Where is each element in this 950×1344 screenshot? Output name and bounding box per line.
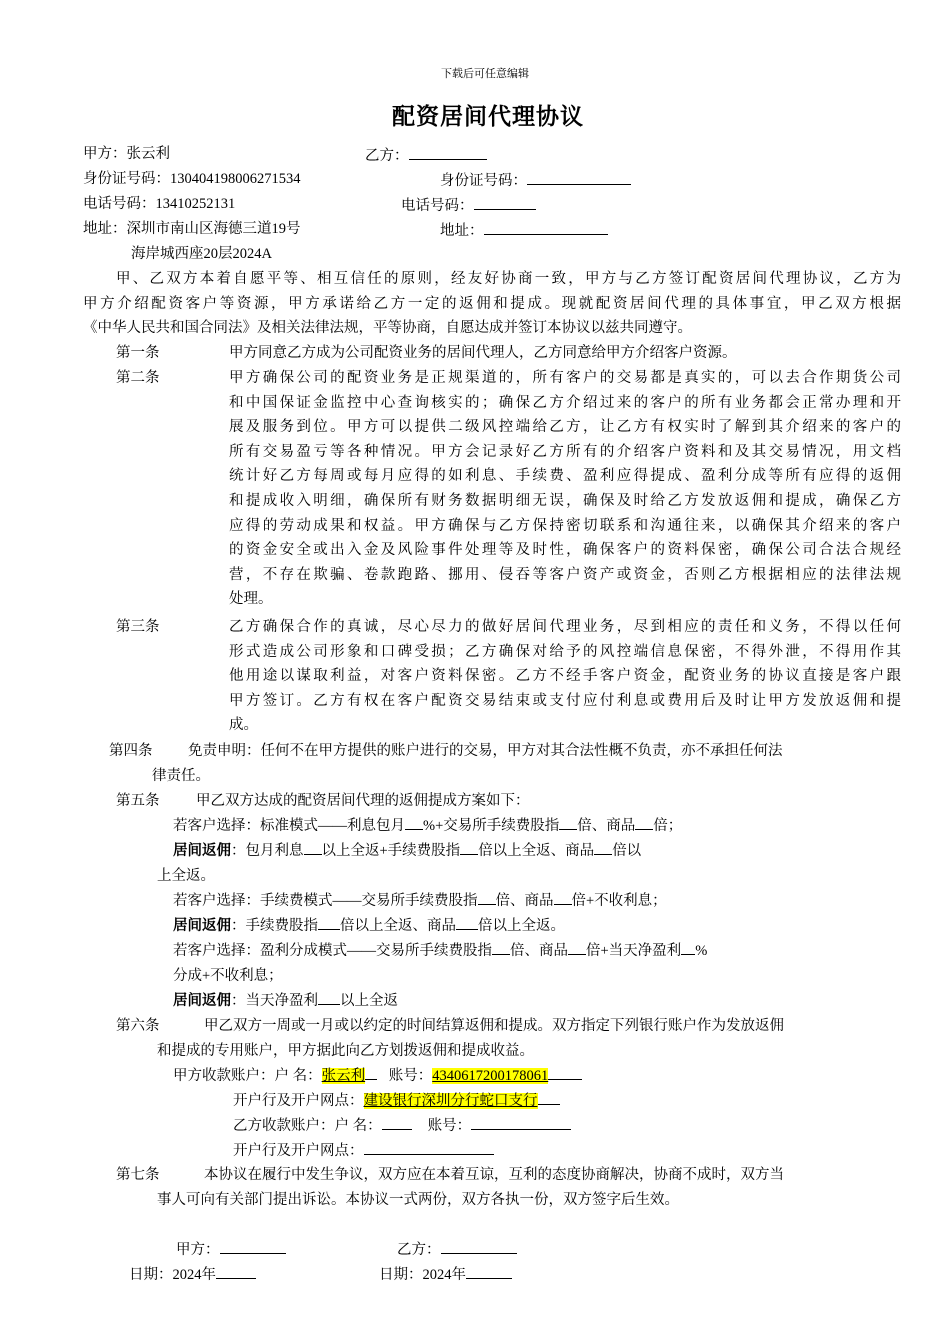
party-a-id: 身份证号码：130404198006271534: [83, 171, 301, 187]
article-7-line: 事人可向有关部门提出诉讼。本协议一式两份，双方各执一份，双方签字后生效。: [157, 1192, 679, 1208]
preamble-line: 《中华人民共和国合同法》及相关法律法规，平等协商，自愿达成并签订本协议以兹共同遵守。: [83, 320, 692, 337]
article-line: 应得的劳动成果和权益。甲方确保与乙方保持密切联系和沟通往来，以确保其介绍来的客户: [229, 517, 901, 534]
header-note: 下载后可任意编辑: [441, 68, 529, 80]
article-4-label: 第四条: [109, 743, 153, 759]
party-a-account-name: 张云利: [321, 1068, 366, 1084]
party-b-account: 乙方收款账户：户 名： 账号：: [233, 1114, 571, 1139]
preamble-line: 甲、乙双方本着自愿平等、相互信任的原则，经友好协商一致，甲方与乙方签订配资居间代理协议，乙方为: [116, 271, 901, 287]
article-1-body: [229, 341, 901, 366]
article-3-body: [229, 615, 901, 738]
party-b-phone: 电话号码：: [401, 194, 536, 216]
party-b-bank: 开户行及开户网点：: [233, 1139, 494, 1164]
preamble-line: 甲方介绍配资客户等资源，甲方承诺给乙方一定的返佣和提成。现就配资居间代理的具体事宜，甲乙双方根据: [83, 295, 901, 312]
mode-standard: 若客户选择：标准模式——利息包月 %+交易所手续费股指 倍、商品 倍；: [173, 814, 682, 839]
article-line: 和中国保证金监控中心查询核实的；确保乙方介绍过来的客户的所有业务都会正常办理和开: [229, 394, 901, 411]
article-line: 所有交易盈亏等各种情况。甲方会记录好乙方所有的介绍客户资料和及其交易情况，用文档: [229, 443, 901, 460]
party-a-address-line2: 海岸城西座20层2024A: [131, 246, 272, 262]
party-b-address: 地址：: [440, 219, 608, 241]
article-line: 统计好乙方每周或每月应得的如利息、手续费、盈利应得提成、盈利分成等所有应得的返佣: [229, 468, 901, 485]
document-title: 配资居间代理协议: [392, 104, 584, 129]
article-line: 营，不存在欺骗、卷款跑路、挪用、侵吞等客户资产或资金，否则乙方根据相应的法律法规: [229, 566, 901, 583]
article-4-line: 免责申明：任何不在甲方提供的账户进行的交易，甲方对其合法性概不负责，亦不承担任何法: [188, 743, 783, 759]
rebate-fee: 居间返佣：手续费股指 倍以上全返、商品 倍以上全返。: [173, 914, 565, 939]
article-4-line: 律责任。: [152, 768, 210, 784]
party-b-name: 乙方：: [365, 144, 487, 166]
preamble: [83, 267, 901, 341]
article-3-label: 第三条: [116, 619, 160, 635]
article-line: 甲方签订。乙方有权在客户配资交易结束或支付应付利息或费用后及时让甲方发放返佣和提: [229, 692, 901, 709]
article-6-line: 和提成的专用账户，甲方据此向乙方划拨返佣和提成收益。: [157, 1043, 534, 1059]
article-6-label: 第六条: [116, 1018, 160, 1034]
signature-party-a: 甲方：: [176, 1238, 286, 1263]
mode-profit: 若客户选择：盈利分成模式——交易所手续费股指 倍、商品 倍+当天净盈利 %: [173, 939, 707, 964]
rebate-profit: 居间返佣：当天净盈利 以上全返: [173, 989, 398, 1014]
article-line: 的资金安全或出入金及风险事件处理等及时性，确保客户的资料保密，确保公司合法合规经: [229, 542, 901, 559]
article-line: 甲方同意乙方成为公司配资业务的居间代理人，乙方同意给甲方介绍客户资源。: [229, 345, 737, 361]
article-line: 和提成收入明细，确保所有财务数据明细无误，确保及时给乙方发放返佣和提成，确保乙方: [229, 492, 901, 509]
party-a-bank: 开户行及开户网点：建设银行深圳分行蛇口支行: [233, 1089, 560, 1114]
party-b-id: 身份证号码：: [440, 169, 631, 191]
mode-fee: 若客户选择：手续费模式——交易所手续费股指 倍、商品 倍+不收利息；: [173, 889, 667, 914]
rebate-standard: 居间返佣：包月利息 以上全返+手续费股指 倍以上全返、商品 倍以: [173, 839, 641, 864]
article-7-line: 本协议在履行中发生争议，双方应在本着互谅，互利的态度协商解决，协商不成时，双方当: [204, 1167, 784, 1183]
date-party-b: 日期：2024年: [379, 1263, 512, 1288]
rebate-standard-cont: 上全返。: [157, 868, 215, 884]
article-line: 他用途以谋取利益，对客户资料保密。乙方不经手客户资金，配资业务的协议直接是客户跟: [229, 668, 901, 685]
article-line: 形式造成公司形象和口碑受损；乙方确保对给予的风控端信息保密，不得外泄，不得用作其: [229, 643, 901, 660]
mode-profit-cont: 分成+不收利息；: [173, 968, 283, 984]
party-a-account: 甲方收款账户：户 名：张云利 账号：4340617200178061: [173, 1064, 582, 1089]
article-5-label: 第五条: [116, 793, 160, 809]
article-6-line: 甲乙双方一周或一月或以约定的时间结算返佣和提成。双方指定下列银行账户作为发放返佣: [204, 1018, 784, 1034]
party-a-address: 地址：深圳市南山区海德三道19号: [83, 221, 301, 237]
date-party-a: 日期：2024年: [129, 1263, 256, 1288]
party-a-account-number: 4340617200178061: [432, 1068, 549, 1084]
article-line: 乙方确保合作的真诚，尽心尽力的做好居间代理业务，尽到相应的责任和义务，不得以任何: [229, 619, 901, 635]
article-line: 展及服务到位。甲方可以提供二级风控端给乙方，让乙方有权实时了解到其介绍来的客户的: [229, 419, 901, 436]
article-7-label: 第七条: [116, 1167, 160, 1183]
party-a-name: 甲方：张云利: [83, 146, 170, 162]
article-2-label: 第二条: [116, 370, 160, 386]
article-line: 成。: [229, 717, 258, 734]
signature-party-b: 乙方：: [397, 1238, 517, 1263]
article-5-intro: 甲乙双方达成的配资居间代理的返佣提成方案如下：: [196, 793, 530, 809]
article-line: 甲方确保公司的配资业务是正规渠道的，所有客户的交易都是真实的，可以去合作期货公司: [229, 370, 901, 386]
article-line: 处理。: [229, 591, 273, 608]
article-1-label: 第一条: [116, 345, 160, 361]
party-a-phone: 电话号码：13410252131: [83, 196, 236, 212]
article-2-body: [229, 366, 901, 612]
party-a-bank-name: 建设银行深圳分行蛇口支行: [363, 1093, 538, 1109]
